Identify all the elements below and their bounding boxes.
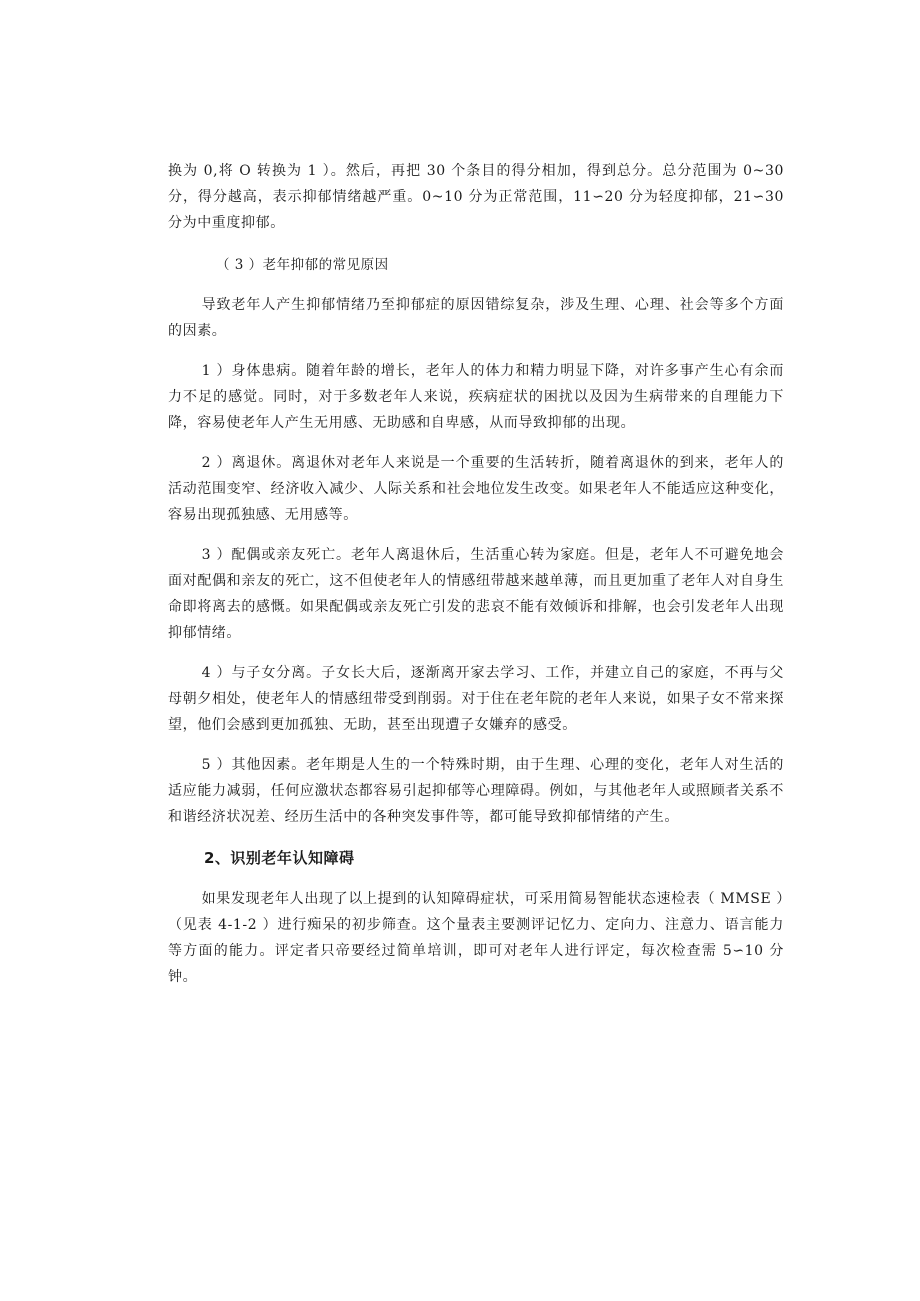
paragraph-cause-other-factors: 5 ）其他因素。老年期是人生的一个特殊时期，由于生理、心理的变化，老年人对生活的适应能力减弱，任何应激状态都容易引起抑郁等心理障碍。例如，与其他老年人或照顾者关系不和谐经济状况差、经历生活中的各种突发事件等，都可能导致抑郁情绪的产生。 [168, 757, 784, 825]
paragraph-cause-bereavement: 3 ）配偶或亲友死亡。老年人离退休后，生活重心转为家庭。但是，老年人不可避免地会面对配偶和亲友的死亡，这不但使老年人的情感纽带越来越单薄，而且更加重了老年人对自身生命即将离去的感慨。如果配偶或亲友死亡引发的悲哀不能有效倾诉和排解，也会引发老年人出现抑郁情绪。 [168, 547, 784, 641]
subheading-depression-causes: （ 3 ）老年抑郁的常见原因 [216, 257, 389, 273]
paragraph-cause-separation-from-children: 4 ）与子女分离。子女长大后，逐渐离开家去学习、工作，并建立自己的家庭，不再与父母朝夕相处，使老年人的情感纽带受到削弱。对于住在老年院的老年人来说，如果子女不常来探望，他们会感到更加孤独、无助，甚至出现遭子女嫌弃的感受。 [168, 665, 784, 733]
document-body [168, 158, 784, 990]
section-heading-cognitive-impairment: 2、识别老年认知障碍 [204, 849, 355, 867]
paragraph-cause-physical-illness: 1 ）身体患病。随着年龄的增长，老年人的体力和精力明显下降，对许多事产生心有余而力不足的感觉。同时，对于多数老年人来说，疾病症状的困扰以及因为生病带来的自理能力下降，容易使老年人产生无用感、无助感和自卑感，从而导致抑郁的出现。 [168, 363, 784, 431]
paragraph-cause-retirement: 2 ）离退休。离退休对老年人来说是一个重要的生活转折，随着离退休的到来，老年人的活动范围变窄、经济收入减少、人际关系和社会地位发生改变。如果老年人不能适应这种变化，容易出现孤独感、无用感等。 [168, 455, 784, 523]
paragraph-causes-intro: 导致老年人产生抑郁情绪乃至抑郁症的原因错综复杂，涉及生理、心理、社会等多个方面的因素。 [168, 297, 784, 339]
paragraph-mmse-screening: 如果发现老年人出现了以上提到的认知障碍症状，可采用简易智能状态速检表（ MMSE ）（见表 4-1-2 ）进行痴呆的初步筛查。这个量表主要测评记忆力、定向力、注意力、语言能力等方面的能力。评定者只帝要经过简单培训，即可对老年人进行评定，每次检查需 5∽10 分钟。 [168, 891, 784, 985]
paragraph-scoring-tail: 换为 0,将 O 转换为 1 ）。然后，再把 30 个条目的得分相加，得到总分。总分范围为 0~30 分，得分越高，表示抑郁情绪越严重。0~10 分为正常范围，11∽20 分为轻度抑郁，21∽30 分为中重度抑郁。 [168, 163, 784, 231]
